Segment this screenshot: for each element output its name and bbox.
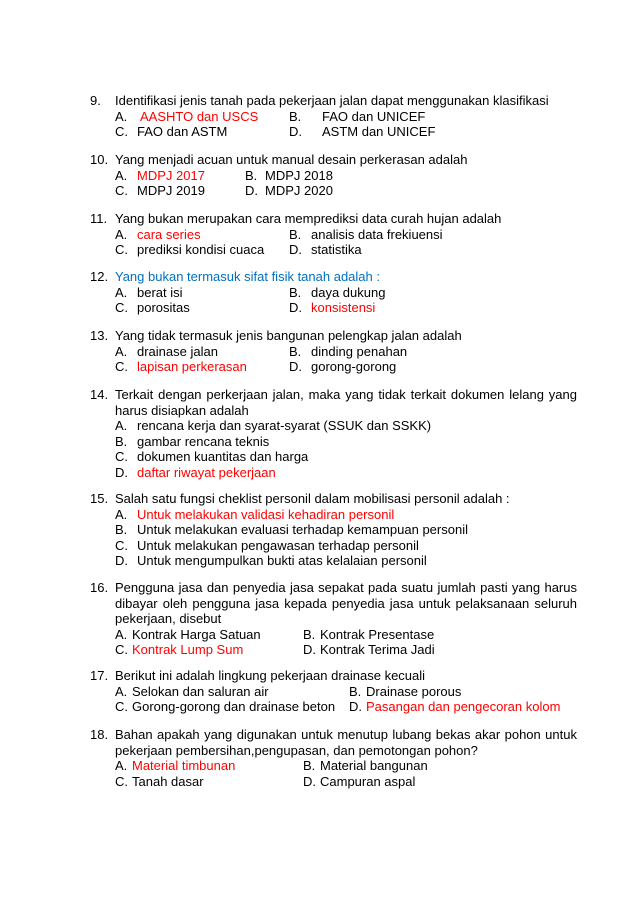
option-row bbox=[90, 124, 577, 140]
option-row bbox=[90, 183, 577, 199]
question-11 bbox=[90, 211, 577, 258]
option-letter: B. bbox=[349, 683, 362, 699]
question-9 bbox=[90, 93, 577, 140]
option-d: MDPJ 2020 bbox=[265, 183, 333, 199]
option-b: dinding penahan bbox=[311, 343, 408, 359]
option-line bbox=[90, 418, 577, 434]
option-letter: B. bbox=[115, 433, 128, 449]
option-letter: A. bbox=[115, 167, 128, 183]
question-text: Salah satu fungsi cheklist personil dalam mobilisasi personil adalah : bbox=[115, 491, 510, 506]
option-a-answer: AASHTO dan USCS bbox=[140, 108, 259, 124]
option-letter: D. bbox=[289, 359, 302, 375]
option-letter: A. bbox=[115, 108, 128, 124]
option-a: berat isi bbox=[137, 284, 183, 300]
option-row bbox=[90, 344, 577, 360]
option-d: Campuran aspal bbox=[320, 773, 416, 789]
question-stem bbox=[90, 580, 577, 627]
option-a-answer: MDPJ 2017 bbox=[137, 167, 205, 183]
question-stem bbox=[90, 668, 577, 684]
option-letter: B. bbox=[303, 758, 316, 774]
option-letter: B. bbox=[289, 284, 302, 300]
option-letter: A. bbox=[115, 683, 128, 699]
option-a-answer: Material timbunan bbox=[132, 758, 236, 774]
option-row bbox=[90, 168, 577, 184]
option-a-answer: Untuk melakukan validasi kehadiran personil bbox=[137, 506, 395, 522]
question-15 bbox=[90, 491, 577, 569]
option-d: Kontrak Terima Jadi bbox=[320, 642, 435, 658]
question-stem bbox=[90, 152, 577, 168]
option-c: Gorong-gorong dan drainase beton bbox=[132, 699, 336, 715]
question-number: 12. bbox=[90, 269, 109, 284]
option-letter: C. bbox=[115, 359, 128, 375]
option-letter: B. bbox=[289, 108, 302, 124]
question-10 bbox=[90, 152, 577, 199]
option-line bbox=[90, 553, 577, 569]
option-letter: A. bbox=[115, 418, 128, 434]
option-letter: D. bbox=[289, 242, 302, 258]
option-c: porositas bbox=[137, 300, 190, 316]
option-c: Untuk melakukan pengawasan terhadap personil bbox=[137, 537, 419, 553]
question-14 bbox=[90, 387, 577, 481]
option-b: daya dukung bbox=[311, 284, 386, 300]
option-row bbox=[90, 242, 577, 258]
option-row bbox=[90, 227, 577, 243]
question-text: Yang bukan merupakan cara memprediksi data curah hujan adalah bbox=[115, 211, 502, 226]
option-line bbox=[90, 449, 577, 465]
option-c-answer: Kontrak Lump Sum bbox=[132, 642, 244, 658]
option-row bbox=[90, 627, 577, 643]
option-b: FAO dan UNICEF bbox=[322, 108, 426, 124]
option-letter: A. bbox=[115, 626, 128, 642]
question-stem bbox=[90, 491, 577, 507]
option-letter: D. bbox=[349, 699, 362, 715]
option-line bbox=[90, 538, 577, 554]
question-text: Berikut ini adalah lingkung pekerjaan drainase kecuali bbox=[115, 668, 426, 683]
option-d-answer: daftar riwayat pekerjaan bbox=[137, 464, 276, 480]
question-text: Yang bukan termasuk sifat fisik tanah adalah : bbox=[115, 269, 380, 284]
option-d: gorong-gorong bbox=[311, 359, 397, 375]
option-c-answer: lapisan perkerasan bbox=[137, 359, 247, 375]
option-row bbox=[90, 699, 577, 715]
option-d-answer: Pasangan dan pengecoran kolom bbox=[366, 699, 561, 715]
question-stem bbox=[90, 727, 577, 758]
option-a: Selokan dan saluran air bbox=[132, 683, 269, 699]
option-letter: C. bbox=[115, 124, 128, 140]
question-stem bbox=[90, 211, 577, 227]
question-number: 15. bbox=[90, 491, 109, 506]
option-a: drainase jalan bbox=[137, 343, 218, 359]
question-text: Terkait dengan perkerjaan jalan, maka yang tidak terkait dokumen lelang yang harus disiapkan adalah bbox=[115, 387, 577, 418]
option-d: ASTM dan UNICEF bbox=[322, 124, 436, 140]
option-row bbox=[90, 359, 577, 375]
question-12 bbox=[90, 269, 577, 316]
option-letter: D. bbox=[303, 773, 316, 789]
option-letter: D. bbox=[303, 642, 316, 658]
option-d: Untuk mengumpulkan bukti atas kelalaian personil bbox=[137, 553, 427, 569]
question-text: Bahan apakah yang digunakan untuk menutup lubang bekas akar pohon untuk pekerjaan pembersihan,pengupasan, dan pemotongan pohon? bbox=[115, 727, 577, 758]
option-letter: C. bbox=[115, 242, 128, 258]
option-row bbox=[90, 285, 577, 301]
option-row bbox=[90, 642, 577, 658]
option-b: Kontrak Presentase bbox=[320, 626, 435, 642]
option-d: statistika bbox=[311, 242, 362, 258]
option-letter: D. bbox=[115, 553, 128, 569]
option-c: dokumen kuantitas dan harga bbox=[137, 449, 309, 465]
question-13 bbox=[90, 328, 577, 375]
option-row bbox=[90, 774, 577, 790]
question-17 bbox=[90, 668, 577, 715]
option-row bbox=[90, 109, 577, 125]
question-number: 10. bbox=[90, 152, 109, 167]
question-text: Yang tidak termasuk jenis bangunan pelengkap jalan adalah bbox=[115, 328, 462, 343]
option-letter: D. bbox=[289, 124, 302, 140]
option-d-answer: konsistensi bbox=[311, 300, 376, 316]
option-a: rencana kerja dan syarat-syarat (SSUK dan SSKK) bbox=[137, 418, 432, 434]
option-letter: C. bbox=[115, 642, 128, 658]
option-line bbox=[90, 434, 577, 450]
option-letter: B. bbox=[303, 626, 316, 642]
option-letter: D. bbox=[115, 464, 128, 480]
question-stem bbox=[90, 269, 577, 285]
question-text: Yang menjadi acuan untuk manual desain perkerasan adalah bbox=[115, 152, 468, 167]
question-text: Pengguna jasa dan penyedia jasa sepakat pada suatu jumlah pasti yang harus dibayar oleh pengguna jasa kepada penyedia jasa untuk pelaksanaan seluruh pekerjaan, disebut bbox=[115, 580, 577, 627]
option-letter: B. bbox=[289, 226, 302, 242]
option-letter: A. bbox=[115, 284, 128, 300]
question-18 bbox=[90, 727, 577, 789]
option-letter: C. bbox=[115, 773, 128, 789]
option-letter: A. bbox=[115, 226, 128, 242]
question-number: 18. bbox=[90, 727, 109, 742]
question-number: 17. bbox=[90, 668, 109, 683]
option-letter: C. bbox=[115, 300, 128, 316]
question-number: 13. bbox=[90, 328, 109, 343]
question-number: 16. bbox=[90, 580, 109, 595]
option-row bbox=[90, 758, 577, 774]
option-line bbox=[90, 465, 577, 481]
question-16 bbox=[90, 580, 577, 658]
option-letter: A. bbox=[115, 758, 128, 774]
option-c: prediksi kondisi cuaca bbox=[137, 242, 265, 258]
option-c: FAO dan ASTM bbox=[137, 124, 228, 140]
option-b: Material bangunan bbox=[320, 758, 428, 774]
option-letter: C. bbox=[115, 449, 128, 465]
option-a-answer: cara series bbox=[137, 226, 201, 242]
option-letter: A. bbox=[115, 506, 128, 522]
option-b: Drainase porous bbox=[366, 683, 462, 699]
question-stem bbox=[90, 387, 577, 418]
option-b: gambar rencana teknis bbox=[137, 433, 270, 449]
question-stem bbox=[90, 328, 577, 344]
option-line bbox=[90, 507, 577, 523]
option-letter: B. bbox=[245, 167, 258, 183]
option-b: MDPJ 2018 bbox=[265, 167, 333, 183]
option-letter: D. bbox=[245, 183, 258, 199]
option-letter: D. bbox=[289, 300, 302, 316]
option-letter: A. bbox=[115, 343, 128, 359]
option-letter: B. bbox=[289, 343, 302, 359]
option-c: Tanah dasar bbox=[132, 773, 204, 789]
question-stem bbox=[90, 93, 577, 109]
option-a: Kontrak Harga Satuan bbox=[132, 626, 261, 642]
option-letter: B. bbox=[115, 522, 128, 538]
option-letter: C. bbox=[115, 183, 128, 199]
option-letter: C. bbox=[115, 537, 128, 553]
question-text: Identifikasi jenis tanah pada pekerjaan jalan dapat menggunakan klasifikasi bbox=[115, 93, 549, 108]
question-number: 11. bbox=[90, 211, 108, 226]
option-letter: C. bbox=[115, 699, 128, 715]
option-row bbox=[90, 300, 577, 316]
option-line bbox=[90, 522, 577, 538]
question-number: 9. bbox=[90, 93, 101, 108]
option-b: analisis data frekiuensi bbox=[311, 226, 443, 242]
option-b: Untuk melakukan evaluasi terhadap kemampuan personil bbox=[137, 522, 468, 538]
option-row bbox=[90, 684, 577, 700]
option-c: MDPJ 2019 bbox=[137, 183, 205, 199]
question-number: 14. bbox=[90, 387, 109, 402]
